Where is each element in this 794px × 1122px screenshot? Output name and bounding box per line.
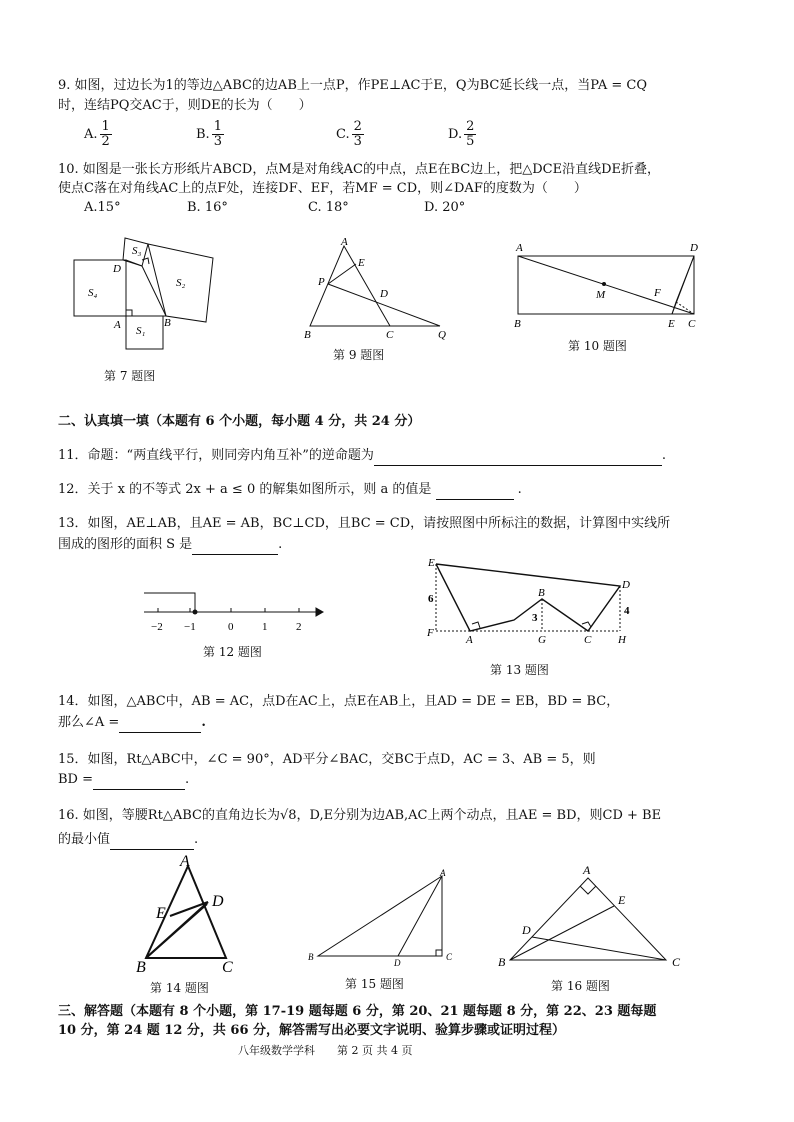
fig7-label-b: B: [164, 317, 171, 329]
fig13-label-e: E: [428, 557, 435, 569]
fig14-label-d: D: [212, 893, 224, 910]
q10-option-a: A.15°: [84, 200, 121, 215]
fig13-label-d: D: [622, 579, 630, 591]
fig10-label-b: B: [514, 318, 521, 330]
figure-7: [66, 230, 236, 355]
q15-line1: 15．如图，Rt△ABC中，∠C = 90°，AD平分∠BAC，交BC于点D，AC = 3、AB = 5，则: [58, 752, 596, 767]
q12: 12．关于 x 的不等式 2x + a ≤ 0 的解集如图所示，则 a 的值是 .: [58, 480, 522, 500]
fig15-label-d: D: [394, 958, 401, 968]
q9-line1: 9. 如图，过边长为1的等边△ABC的边AB上一点P，作PE⊥AC于E，Q为BC延长线一点，当PA = CQ: [58, 78, 648, 93]
figure-13: [424, 554, 644, 648]
q15-answer-blank[interactable]: [93, 775, 185, 790]
fig14-caption: 第 14 题图: [150, 981, 209, 995]
fig10-label-d: D: [690, 242, 698, 254]
fig12-caption: 第 12 题图: [203, 645, 262, 659]
fig12-solid-point: [193, 610, 198, 615]
fig16-caption: 第 16 题图: [551, 979, 610, 993]
q9-option-a: A. $\frac{1}{2}$: [84, 119, 110, 149]
q9-option-d: D. $\frac{2}{5}$: [448, 119, 475, 149]
figure-10: [508, 238, 708, 333]
fig16-label-b: B: [498, 955, 506, 969]
fig12-tick-2: −1: [184, 621, 196, 633]
q12-answer-blank[interactable]: [436, 485, 514, 500]
fig12-tick-5: 2: [296, 621, 302, 633]
fig10-label-e: E: [668, 318, 675, 330]
q10-line1: 10. 如图是一张长方形纸片ABCD，点M是对角线AC的中点，点E在BC边上，把△DCE沿直线DE折叠，: [58, 162, 661, 177]
fig10-label-c: C: [688, 318, 696, 330]
fig13-label-h: H: [618, 634, 626, 646]
q10-option-b: B. 16°: [187, 200, 228, 215]
fig15-label-a: A: [440, 868, 446, 878]
fig16-label-d: D: [522, 923, 531, 937]
q16-line1: 16. 如图，等腰Rt△ABC的直角边长为√8，D,E分别为边AB,AC上两个动点，且AE = BD，则CD + BE: [58, 808, 662, 823]
section3-line2: 10 分，第 24 题 12 分，共 66 分，解答需写出必要文字说明、验算步骤或证明过程）: [58, 1023, 566, 1038]
q10-option-d: D. 20°: [424, 200, 466, 215]
fig9-label-b: B: [304, 329, 311, 341]
fig7-label-s2: S₂: [176, 277, 186, 289]
q16-line2: 的最小值 .: [58, 830, 198, 850]
fig7-label-s1: S₁: [136, 325, 146, 337]
fig13-label-6: 6: [428, 593, 434, 605]
fig13-label-b: B: [538, 587, 545, 599]
fig13-label-c: C: [584, 634, 592, 646]
q14-line1: 14．如图，△ABC中，AB = AC，点D在AC上，点E在AB上，且AD = DE = EB，BD = BC，: [58, 694, 620, 709]
fig16-label-e: E: [618, 893, 626, 907]
fig9-label-p: P: [318, 276, 325, 288]
fig14-label-c: C: [222, 959, 233, 974]
fig9-label-d: D: [380, 288, 388, 300]
q15-line2: BD = .: [58, 770, 189, 790]
figure-15: [306, 866, 466, 970]
q11-answer-blank[interactable]: [374, 451, 662, 466]
fig13-label-f: F: [427, 627, 434, 639]
fig9-caption: 第 9 题图: [333, 348, 385, 362]
fig15-label-b: B: [308, 952, 314, 962]
figure-14: [130, 852, 240, 974]
fig7-caption: 第 7 题图: [104, 369, 156, 383]
fig7-label-a: A: [114, 319, 121, 331]
q14-answer-blank[interactable]: [119, 718, 201, 733]
q11: 11．命题：“两直线平行，则同旁内角互补”的逆命题为 .: [58, 446, 666, 466]
fig10-label-f: F: [654, 287, 661, 299]
fig9-label-c: C: [386, 329, 394, 341]
fig10-label-m: M: [596, 289, 606, 301]
q14-line2: 那么∠A = .: [58, 713, 206, 733]
fig10-point-m: [602, 282, 606, 286]
section2-title: 二、认真填一填（本题有 6 个小题，每小题 4 分，共 24 分）: [58, 414, 421, 429]
q10-option-c: C. 18°: [308, 200, 349, 215]
q13-line1: 13．如图，AE⊥AB，且AE = AB，BC⊥CD，且BC = CD，请按照图中所标注的数据，计算图中实线所: [58, 516, 671, 531]
section3-line1: 三、解答题（本题有 8 个小题，第 17-19 题每题 6 分，第 20、21 题每题 8 分，第 22、23 题每题: [58, 1004, 657, 1019]
fig13-label-a: A: [466, 634, 473, 646]
figure-9: [298, 234, 458, 344]
q13-line2: 围成的图形的面积 S 是 .: [58, 535, 282, 555]
fig7-label-d: D: [113, 263, 121, 275]
fig15-label-c: C: [446, 952, 453, 962]
fig13-label-g: G: [538, 634, 546, 646]
figure-12: [140, 585, 325, 640]
q9-option-b: B. $\frac{1}{3}$: [196, 119, 222, 149]
fig13-label-4: 4: [624, 605, 630, 617]
q9-line2: 时，连结PQ交AC于，则DE的长为（ ）: [58, 98, 312, 113]
q16-answer-blank[interactable]: [110, 835, 194, 850]
fig9-label-a: A: [341, 236, 348, 248]
fig9-label-q: Q: [438, 329, 446, 341]
fig12-tick-4: 1: [262, 621, 268, 633]
fig15-caption: 第 15 题图: [345, 977, 404, 991]
fig12-tick-3: 0: [228, 621, 234, 633]
fig7-label-s3: S₃: [132, 245, 142, 257]
page-footer: 八年级数学学科 第 2 页 共 4 页: [238, 1044, 413, 1057]
q10-line2: 使点C落在对角线AC上的点F处，连接DF、EF，若MF = CD，则∠DAF的度数为（ ）: [58, 181, 587, 196]
fig12-tick-1: −2: [151, 621, 163, 633]
fig14-label-b: B: [136, 959, 146, 974]
fig16-label-c: C: [672, 955, 681, 969]
fig7-label-s4: S₄: [88, 287, 98, 299]
figure-16: [494, 860, 694, 972]
fig13-label-3: 3: [532, 612, 538, 624]
fig10-caption: 第 10 题图: [568, 339, 627, 353]
fig14-label-a: A: [180, 853, 190, 870]
q9-option-c: C. $\frac{2}{3}$: [336, 119, 362, 149]
fig9-label-e: E: [358, 257, 365, 269]
fig14-label-e: E: [156, 905, 166, 922]
fig13-caption: 第 13 题图: [490, 663, 549, 677]
fig10-label-a: A: [516, 242, 523, 254]
fig16-label-a: A: [583, 863, 591, 877]
q13-answer-blank[interactable]: [192, 540, 278, 555]
